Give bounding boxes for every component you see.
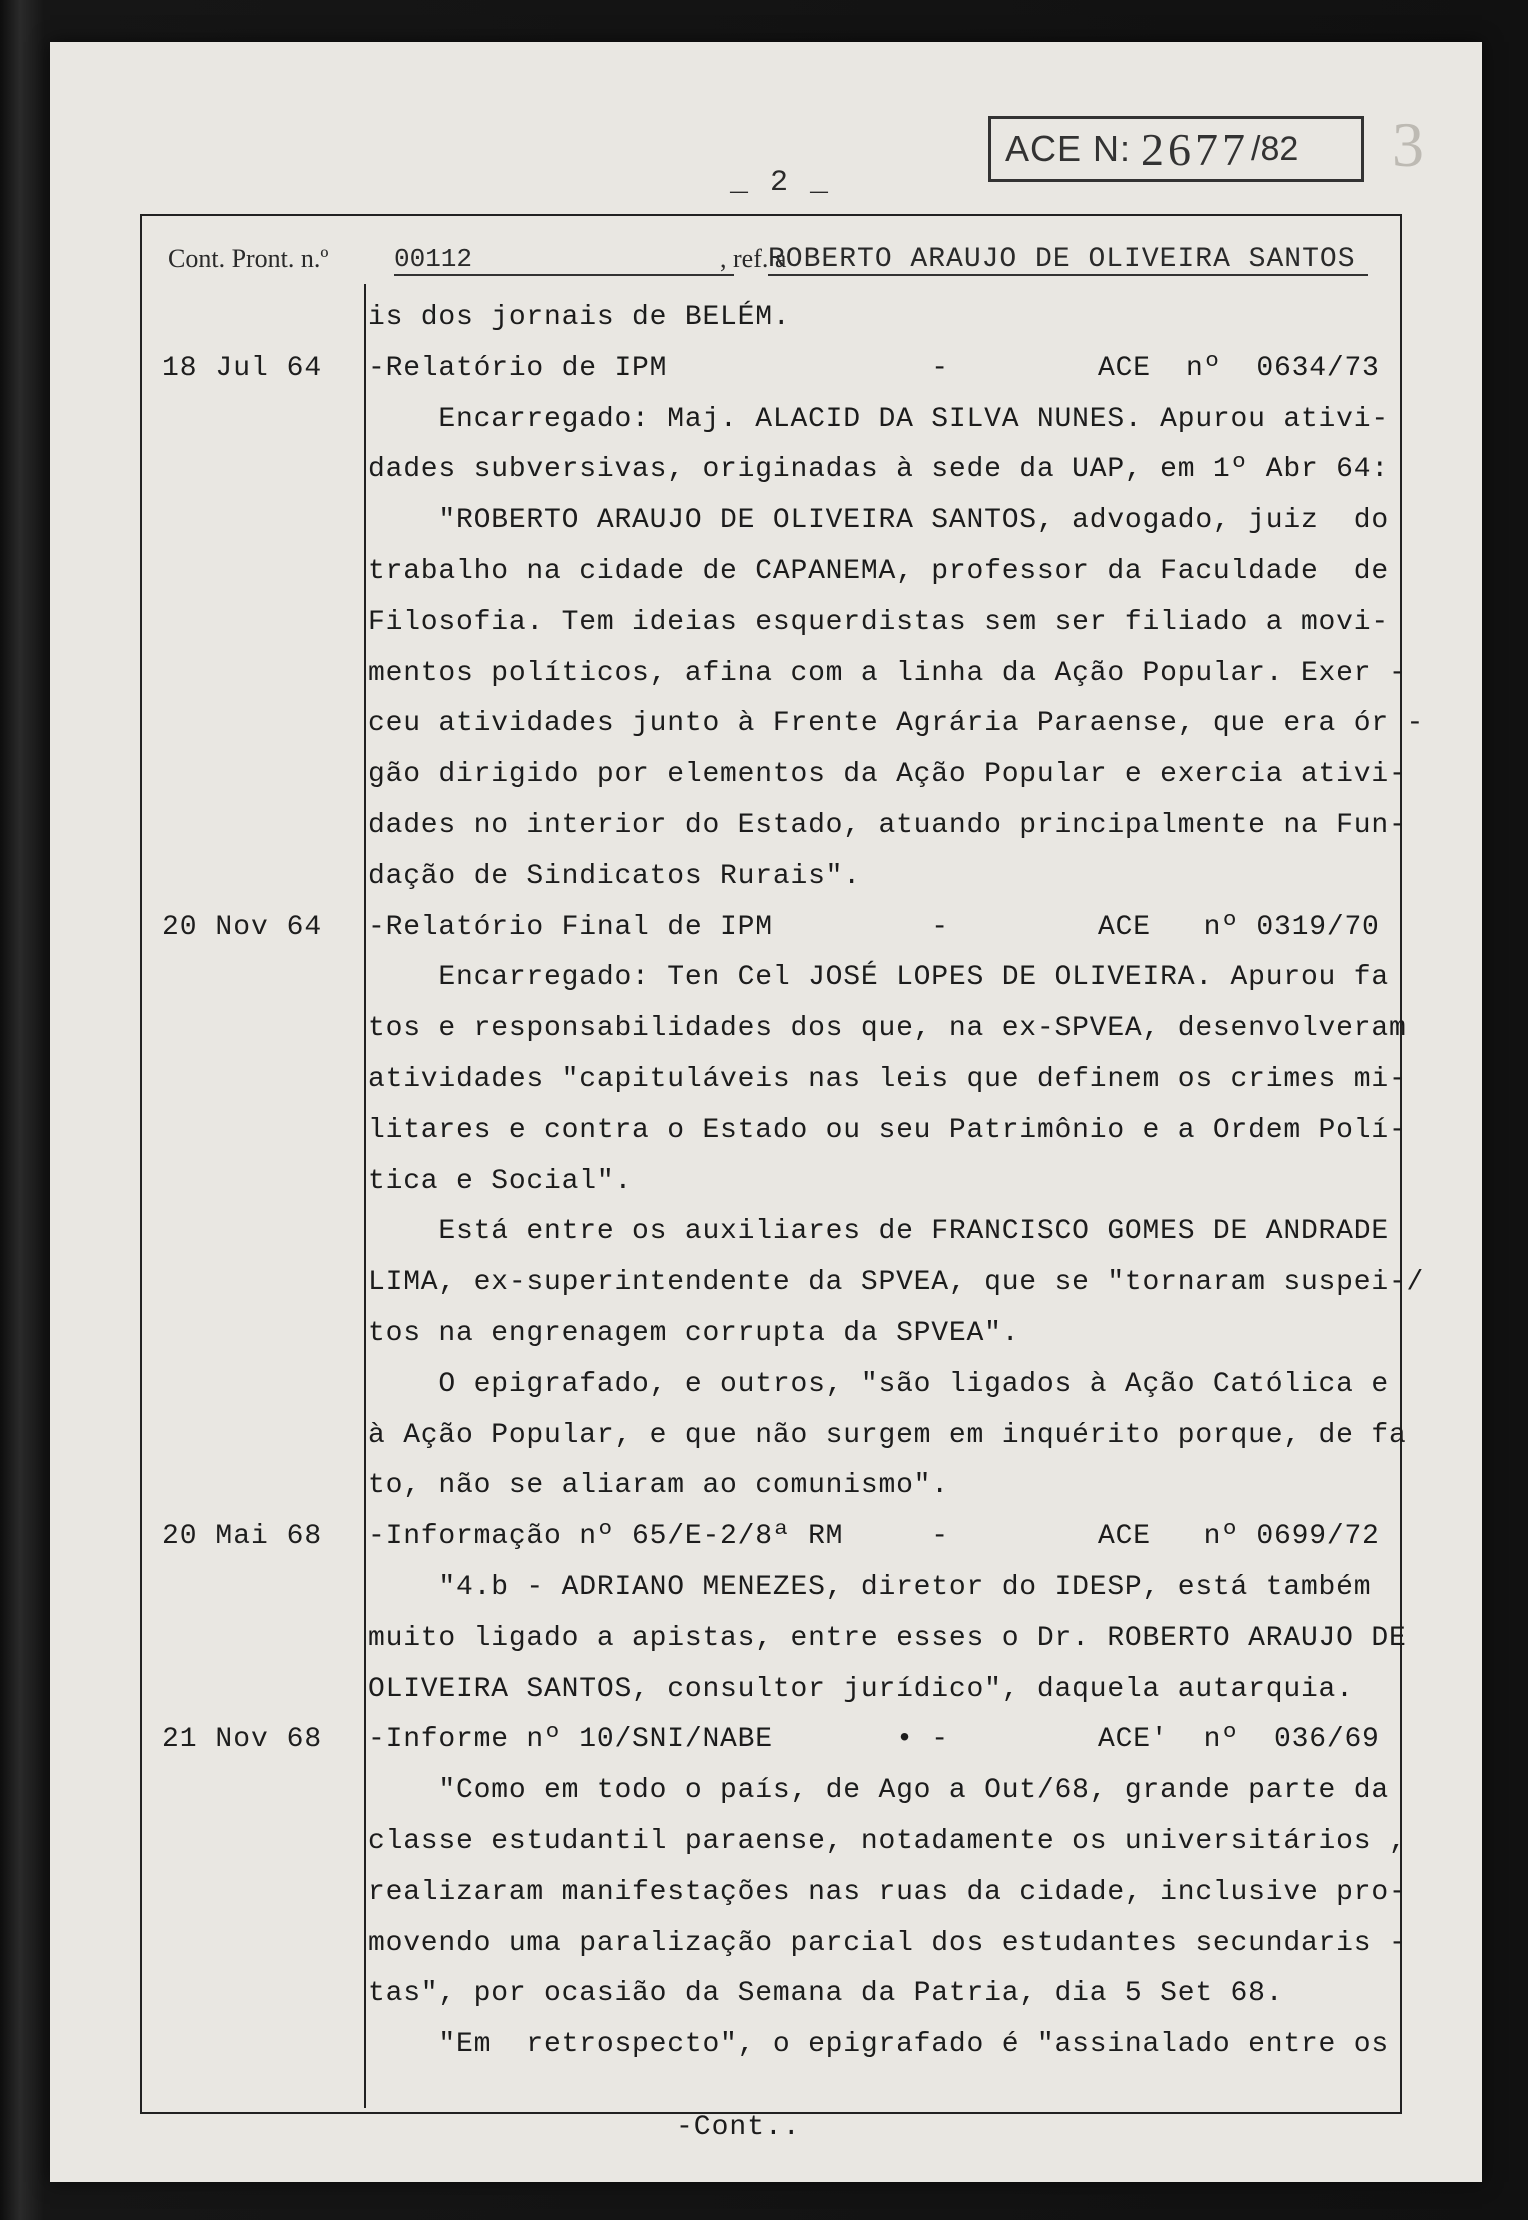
entry-text-line: Encarregado: Ten Cel JOSÉ LOPES DE OLIVEIRA. Apurou fa: [368, 962, 1389, 993]
entry-date: 20 Nov 64: [162, 912, 323, 943]
header-ref-label: , ref. a: [720, 244, 787, 273]
entry-text-line: to, não se aliaram ao comunismo".: [368, 1470, 949, 1501]
continuation-note: -Cont..: [676, 2112, 801, 2143]
entry-heading: -Relatório de IPM -: [368, 353, 949, 384]
entry-text-line: mentos políticos, afina com a linha da Ação Popular. Exer -: [368, 658, 1407, 689]
entry-text-line: realizaram manifestações nas ruas da cidade, inclusive pro-: [368, 1877, 1407, 1908]
ace-stamp: [988, 116, 1364, 182]
entry-text-line: dades subversivas, originadas à sede da UAP, em 1º Abr 64:: [368, 454, 1389, 485]
header-label: Cont. Pront. n.º: [168, 244, 329, 273]
entry-date: 21 Nov 68: [162, 1724, 323, 1755]
entry-text-line: tos e responsabilidades dos que, na ex-SPVEA, desenvolveram: [368, 1013, 1407, 1044]
entry-text-line: atividades "capituláveis nas leis que definem os crimes mi-: [368, 1064, 1407, 1095]
entry-text-line: à Ação Popular, e que não surgem em inquérito porque, de fa: [368, 1420, 1407, 1451]
entry-heading: -Informe nº 10/SNI/NABE • -: [368, 1724, 949, 1755]
header-record-number: 00112: [394, 244, 473, 274]
corner-page-mark: 3: [1392, 109, 1424, 180]
entry-text-line: "Em retrospecto", o epigrafado é "assinalado entre os: [368, 2029, 1389, 2060]
entry-text-line: "Como em todo o país, de Ago a Out/68, grande parte da: [368, 1775, 1389, 1806]
entry-text-line: classe estudantil paraense, notadamente os universitários ,: [368, 1826, 1407, 1857]
stamp-year: /82: [1251, 129, 1299, 168]
entry-text-line: gão dirigido por elementos da Ação Popular e exercia ativi-: [368, 759, 1407, 790]
entry-text-line: muito ligado a apistas, entre esses o Dr. ROBERTO ARAUJO DE: [368, 1623, 1407, 1654]
entry-text-line: Encarregado: Maj. ALACID DA SILVA NUNES. Apurou ativi-: [368, 404, 1389, 435]
entry-text-line: LIMA, ex-superintendente da SPVEA, que se "tornaram suspei-/: [368, 1267, 1425, 1298]
entry-text-line: tos na engrenagem corrupta da SPVEA".: [368, 1318, 1020, 1349]
entry-text-line: "ROBERTO ARAUJO DE OLIVEIRA SANTOS, advogado, juiz do: [368, 505, 1389, 536]
entry-ace-reference: ACE' nº 036/69: [1098, 1724, 1380, 1755]
entry-text-line: tas", por ocasião da Semana da Patria, dia 5 Set 68.: [368, 1978, 1284, 2009]
entry-date: 20 Mai 68: [162, 1521, 323, 1552]
page-number: _ 2 _: [729, 166, 830, 200]
form-header: [168, 244, 1368, 280]
entry-text-line: Está entre os auxiliares de FRANCISCO GOMES DE ANDRADE: [368, 1216, 1389, 1247]
entry-text-line: trabalho na cidade de CAPANEMA, professor da Faculdade de: [368, 556, 1389, 587]
entry-heading: -Informação nº 65/E-2/8ª RM -: [368, 1521, 949, 1552]
entry-ace-reference: ACE nº 0699/72: [1098, 1521, 1380, 1552]
entry-heading: -Relatório Final de IPM -: [368, 912, 949, 943]
entry-text-line: OLIVEIRA SANTOS, consultor jurídico", daquela autarquia.: [368, 1674, 1354, 1705]
entry-text-line: litares e contra o Estado ou seu Patrimônio e a Ordem Polí-: [368, 1115, 1407, 1146]
header-number-underline: [394, 274, 734, 276]
column-divider: [364, 284, 366, 2108]
entry-text-line: movendo uma paralização parcial dos estudantes secundaris -: [368, 1928, 1407, 1959]
stamp-label: ACE N:: [1005, 128, 1132, 169]
entry-text-line: Filosofia. Tem ideias esquerdistas sem ser filiado a movi-: [368, 607, 1389, 638]
entry-ace-reference: ACE nº 0319/70: [1098, 912, 1380, 943]
entry-text-line: ceu atividades junto à Frente Agrária Paraense, que era ór -: [368, 708, 1425, 739]
entry-text-line: dades no interior do Estado, atuando principalmente na Fun-: [368, 810, 1407, 841]
entry-text-line: O epigrafado, e outros, "são ligados à Ação Católica e: [368, 1369, 1389, 1400]
entry-text-line: "4.b - ADRIANO MENEZES, diretor do IDESP, está também: [368, 1572, 1372, 1603]
header-subject-underline: [768, 274, 1368, 276]
stamp-number: 2677: [1141, 123, 1250, 175]
entry-text-line: is dos jornais de BELÉM.: [368, 302, 791, 333]
header-subject-name: ROBERTO ARAUJO DE OLIVEIRA SANTOS: [768, 244, 1356, 275]
entry-text-line: dação de Sindicatos Rurais".: [368, 861, 861, 892]
entry-date: 18 Jul 64: [162, 353, 323, 384]
entry-text-line: tica e Social".: [368, 1166, 633, 1197]
entry-ace-reference: ACE nº 0634/73: [1098, 353, 1380, 384]
